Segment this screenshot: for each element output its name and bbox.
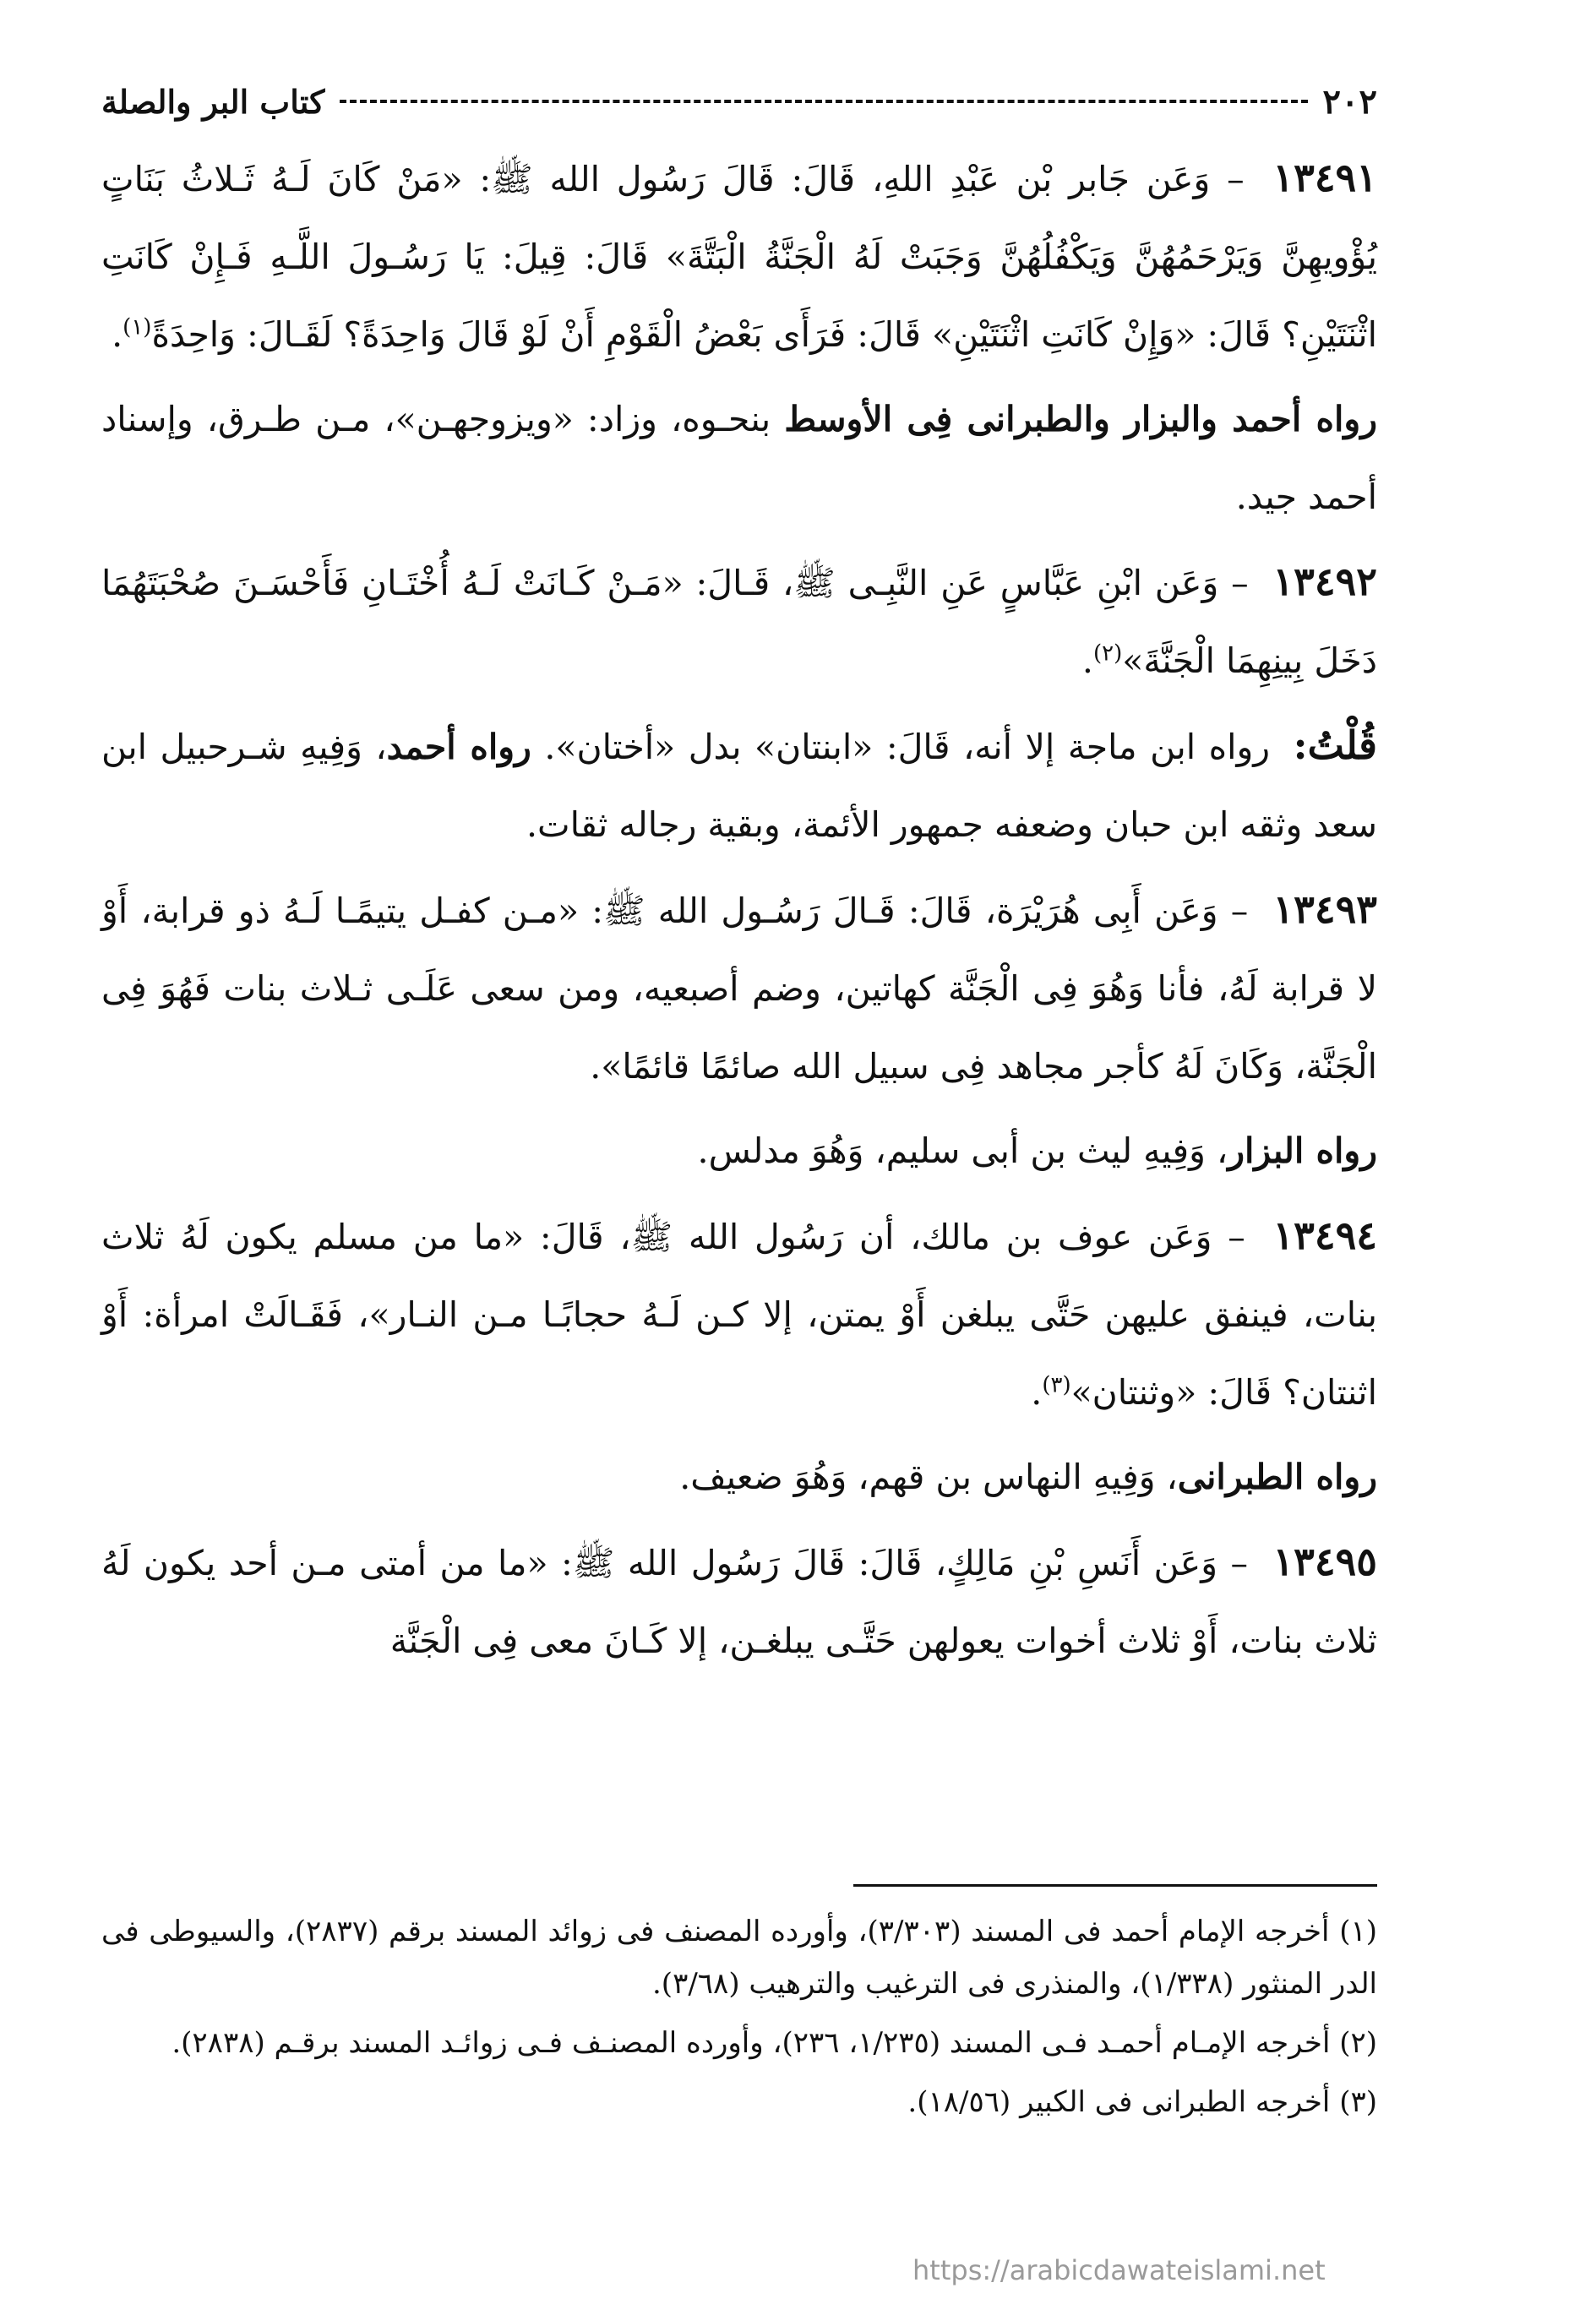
entry-end: . <box>1081 640 1093 681</box>
book-title: كتاب البر والصلة <box>101 82 325 121</box>
entry-dash: – <box>1230 891 1249 931</box>
hadith-number: ١٣٤٩١ <box>1272 155 1377 200</box>
header-divider <box>340 100 1307 103</box>
footnote-2: (٢) أخرجه الإمـام أحمـد فـى المسند (١/٢٣٥، ٢٣٦)، وأورده المصنـف فـى زوائـد المسند برقـم (٢٨٣٨). <box>172 2026 1377 2060</box>
qult-label: قُلْتُ: <box>1293 722 1377 768</box>
narration-text: ، وَفِيهِ النهاس بن قهم، وَهُوَ ضعيف. <box>679 1457 1178 1497</box>
narration-source: رواه الطبرانى <box>1177 1457 1377 1497</box>
comment-text: رواه ابن ماجة إلا أنه، قَالَ: «ابنتان» بدل «أختان». <box>531 727 1283 767</box>
hadith-number: ١٣٤٩٣ <box>1272 886 1377 932</box>
footnote-ref[interactable]: (١) <box>123 314 152 341</box>
hadith-text: وَعَن جَابر بْن عَبْدِ اللهِ، قَالَ: قَالَ رَسُول الله ﷺ: «مَنْ كَانَ لَـهُ ثَـلاثُ بَنَاتٍ يُؤْويهِنَّ وَيَرْحَمُهُنَّ وَيَكْفُلُهُنَّ وَجَبَتْ لَهُ الْجَنَّةُ الْبَتَّةَ» قَالَ: قِيلَ: يَا رَسُـولَ اللَّـهِ فَـإِنْ كَانَتِ اثْنَتَيْنِ؟ قَالَ: «وَإِنْ كَانَتِ اثْنَتَيْنِ» قَالَ: فَرَأَى بَعْضُ الْقَوْمِ أَنْ لَوْ قَالَ وَاحِدَةً؟ لَقَـالَ: وَاحِدَةً <box>101 159 1377 355</box>
hadith-number: ١٣٤٩٤ <box>1272 1212 1377 1258</box>
hadith-entry <box>101 1196 1377 1431</box>
narration-note <box>101 1438 1377 1516</box>
entry-dash: – <box>1231 563 1249 603</box>
entry-end: . <box>1031 1372 1043 1413</box>
hadith-text: وَعَن أَبِى هُرَيْرَة، قَالَ: قَـالَ رَسُـول الله ﷺ: «مـن كفـل يتيمًـا لَـهُ ذو قرابة، أَوْ لا قرابة لَهُ، فأنا وَهُوَ فِى الْجَنَّة كهاتين، وضم أصبعيه، ومن سعى عَلَـى ثـلاث بنات فَهُوَ فِى الْجَنَّة، وَكَانَ لَهُ كأجر مجاهد فِى سبيل الله صائمًا قائمًا». <box>101 891 1377 1087</box>
footnote-ref[interactable]: (٢) <box>1092 640 1123 667</box>
hadith-entry <box>101 139 1377 373</box>
page-header <box>101 76 1377 127</box>
hadith-entry <box>101 1523 1377 1680</box>
footnote-separator <box>853 1884 1377 1887</box>
narration-note <box>101 1112 1377 1190</box>
narration-text: بنحـوه، وزاد: «ويزوجهـن»، مـن طـرق، وإسناد أحمد جيد. <box>101 399 1377 517</box>
hadith-text: وَعَن ابْنِ عَبَّاسٍ عَنِ النَّبِـى ﷺ، قَـالَ: «مَـنْ كَـانَتْ لَـهُ أُخْتَـانِ فَأَحْسَـنَ صُحْبَتَهُمَا دَخَلَ بِينِهِمَا الْجَنَّةَ» <box>101 563 1377 681</box>
watermark-url: https://arabicdawateislami.net <box>912 2254 1326 2286</box>
footnote-ref[interactable]: (٣) <box>1042 1372 1071 1398</box>
entry-dash: – <box>1230 1543 1248 1583</box>
page-number: ٢٠٢ <box>1322 81 1377 122</box>
narration-source: رواه البزار <box>1228 1130 1377 1171</box>
narration-source: رواه أحمد والبزار والطبرانى فِى الأوسط <box>784 399 1377 439</box>
hadith-entry <box>101 542 1377 700</box>
entry-dash: – <box>1228 1217 1245 1257</box>
narration-source: رواه أحمد <box>386 727 531 767</box>
comment-rest: ، وَفِيهِ شـرحبيل ابن سعد وثقه ابن حبان وضعفه جمهور الأئمة، وبقية رجاله ثقات. <box>101 727 1377 845</box>
entry-dash: – <box>1227 159 1245 199</box>
narration-text: ، وَفِيهِ ليث بن أبى سليم، وَهُوَ مدلس. <box>697 1130 1228 1171</box>
footnote-3: (٣) أخرجه الطبرانى فى الكبير (١٨/٥٦). <box>907 2085 1377 2119</box>
author-comment <box>101 706 1377 864</box>
hadith-text: وَعَن عوف بن مالك، أن رَسُول الله ﷺ، قَالَ: «ما من مسلم يكون لَهُ ثلاث بنات، فينفق عليهن حَتَّى يبلغن أَوْ يمتن، إلا كـن لَـهُ حجابًـا مـن النـار»، فَقَـالَتْ امرأة: أَوْ اثنتان؟ قَالَ: «وثنتان» <box>101 1217 1377 1413</box>
hadith-number: ١٣٤٩٥ <box>1272 1539 1377 1584</box>
hadith-entry <box>101 870 1377 1105</box>
hadith-text: وَعَن أَنَسِ بْنِ مَالِكٍ، قَالَ: قَالَ رَسُول الله ﷺ: «ما من أمتى مـن أحد يكون لَهُ ثلاث بنات، أَوْ ثلاث أخوات يعولهن حَتَّـى يبلغـن، إلا كَـانَ معى فِى الْجَنَّة <box>101 1543 1377 1661</box>
entry-end: . <box>112 314 123 355</box>
document-page <box>101 76 1377 2273</box>
narration-note <box>101 380 1377 536</box>
hadith-number: ١٣٤٩٢ <box>1272 558 1377 604</box>
main-text <box>101 139 1377 1680</box>
footnote-1: (١) أخرجه الإمام أحمد فى المسند (٣/٣٠٣)، وأورده المصنف فى زوائد المسند برقم (٢٨٣٧)، والسيوطى فى الدر المنثور (١/٣٣٨)، والمنذرى فى الترغيب والترهيب (٣/٦٨). <box>101 1915 1378 2001</box>
footnotes <box>101 1905 1377 2135</box>
